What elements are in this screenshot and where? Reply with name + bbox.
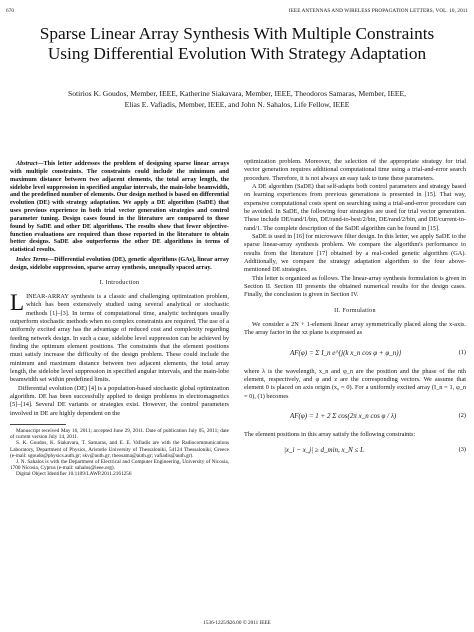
running-header	[6, 6, 468, 18]
equation-3-body: |x_i − x_j| ≥ d_min, x_N ≤ L	[284, 446, 365, 455]
right-paragraph-2: A DE algorithm (SaDE) that self-adapts both control parameters and strategy based on learning experiences from previous generations is presented in [15]. That way, expensive computational costs spent on searching using a trial-and-error procedure can be avoided. In SaDE, the following four strategies are used for trial vector generation. These include DE/rand/1/bin, DE/rand-to-best/2/bin, DE/rand/2/bin, and DE/current-to-rand/1. The complete description of the SaDE algorithm can be found in [15].	[244, 182, 466, 232]
footnote-affiliation-2: J. N. Sahalos is with the Department of Electrical and Computer Engineering, University of Nicosia, 1700 Nicosia, Cyprus (e-mail: sahalos@ieee.org).	[10, 458, 229, 471]
author-list	[20, 88, 454, 110]
formulation-paragraph-1: We consider a 2N + 1-element linear array symmetrically placed along the x-axis. The array factor in the xz plane is expressed as	[244, 320, 466, 337]
equation-1-number: (1)	[458, 348, 466, 356]
paper-title: Sparse Linear Array Synthesis With Multiple Constraints Using Differential Evolution With Strategy Adaptation	[39, 24, 435, 63]
intro-paragraph-2: Differential evolution (DE) [4] is a population-based stochastic global optimization algorithm. DE has been successfully applied to design problems in electromagnetics [5]–[14]. Several DE variants or strategies exist. However, the control parameters involved in DE are highly dependent on the	[10, 384, 229, 417]
equation-3	[244, 443, 466, 459]
equation-2	[244, 405, 466, 427]
section-heading-introduction: I. Introduction	[99, 279, 140, 286]
equation-1-body: AF(φ) = Σ I_n e^{j(k x_n cos φ + φ_n)}	[290, 348, 402, 357]
formulation-paragraph-2: where λ is the wavelength, x_n and φ_n are the position and the phase of the nth element, respectively, and φ and z are the corresponding vectors. We assume that element 0 is placed on axis origin (x₀ = 0). For a uniformly excited array (I_n = 1, φ_n = 0), (1) becomes	[244, 367, 466, 400]
footnote-received: Manuscript received May 16, 2011; accepted June 29, 2011. Date of publication July 05, 2011; date of current version July 14, 2011.	[10, 428, 229, 441]
abstract	[10, 160, 229, 254]
footnote-rule	[10, 424, 66, 425]
footnote-doi: Digital Object Identifier 10.1109/LAWP.2011.2161256	[16, 471, 132, 478]
right-column	[244, 158, 466, 463]
right-paragraph-4: This letter is organized as follows. The linear-array synthesis formulation is given in Section II. Section III presents the obtained numerical results for the design cases. Finally, the conclusion is given in Section IV.	[244, 274, 466, 299]
left-column	[10, 160, 229, 477]
index-terms-text: —Differential evolution (DE), genetic algorithms (GAs), linear array design, sidelobe suppression, sparse array synthesis, unequally spaced array.	[10, 256, 229, 271]
equation-2-number: (2)	[458, 411, 466, 419]
footnotes	[10, 428, 229, 477]
equation-3-number: (3)	[458, 446, 466, 454]
author-line-1: Sotirios K. Goudos, Member, IEEE, Katherine Siakavara, Member, IEEE, Theodoros Samaras, Member, IEEE,	[67, 89, 407, 98]
equation-2-body: AF(φ) = 1 + 2 Σ cos(2π x_n cos φ / λ)	[290, 411, 397, 420]
index-terms-label: Index Terms	[16, 256, 48, 264]
journal-name: IEEE ANTENNAS AND WIRELESS PROPAGATION LETTERS, VOL. 10, 2011	[288, 8, 468, 14]
intro-paragraph-1: LINEAR-ARRAY synthesis is a classic and challenging optimization problem, which has been extensively studied using several analytical or stochastic methods [1]–[3]. In terms of computational time, analytic techniques usually outperform stochastic methods when no complex constraints are required. The use of a uniformly excited array has the advantage of reduced cost and complexity regarding feeding network design. In such a case, sidelobe level suppression can be achieved by finding the optimum element positions. The constraints that the element positions must satisfy increase the difficulty of the design problem. These could include the minimum and maximum distance between two adjacent elements, the total array length, the sidelobe level suppression in specified angular intervals, and the main-lobe beamwidth set within predefined limits.	[10, 290, 229, 384]
right-paragraph-1: optimization problem. Moreover, the selection of the appropriate strategy for trial vector generation requires additional computational time using a trial-and-error search procedure. Therefore, it is not always an easy task to tune these parameters.	[244, 158, 466, 182]
copyright-footer: 1536-1225/$26.00 © 2011 IEEE	[203, 620, 271, 626]
index-terms	[10, 256, 229, 272]
right-paragraph-3: SaDE is used in [16] for microwave filter design. In this letter, we apply SaDE to the sparse linear-array synthesis problem. We compare the algorithm's performance to results from the literature [17] obtained by a real-coded genetic algorithm (GA). Additionally, we compare the strategy adaptation algorithm to the four above-mentioned DE strategies.	[244, 232, 466, 274]
equation-1	[244, 342, 466, 364]
formulation-paragraph-3: The element positions in this array satisfy the following constraints:	[244, 430, 416, 438]
abstract-label: Abstract	[16, 160, 38, 167]
footnote-affiliation-1: S. K. Goudos, K. Siakavara, T. Samaras, and E. E. Vafiadis are with the Radiocommunications Laboratory, Department of Physics, Aristotle University of Thessaloniki, 54124 Thessaloniki, Greece (e-mail: sgoudo@physics.auth.gr; skv@auth.gr; theosama@auth.gr; vafiadis@auth.gr).	[10, 440, 229, 459]
section-heading-formulation: II. Formulation	[334, 307, 376, 314]
author-line-2: Elias E. Vafiadis, Member, IEEE, and John N. Sahalos, Life Fellow, IEEE	[124, 100, 350, 109]
page-number: 670	[6, 8, 15, 14]
abstract-text: —This letter addresses the problem of designing sparse linear arrays with multiple constraints. The constraints could include the minimum and maximum distance between two adjacent elements, the total array length, the sidelobe level suppression in specified angular intervals, the main-lobe beamwidth, and the predefined number of elements. Our design method is based on differential evolution (DE) with strategy adaptation. We apply a DE algorithm (SaDE) that uses previous experience in both trial vector generation strategies and control parameter tuning. Design cases found in the literature are compared to those found by SaDE and other DE algorithms. The results show that fewer objective-function evaluations are required than those reported in the literature to obtain better designs. SaDE also outperforms the other DE algorithms in terms of statistical results.	[10, 160, 229, 254]
